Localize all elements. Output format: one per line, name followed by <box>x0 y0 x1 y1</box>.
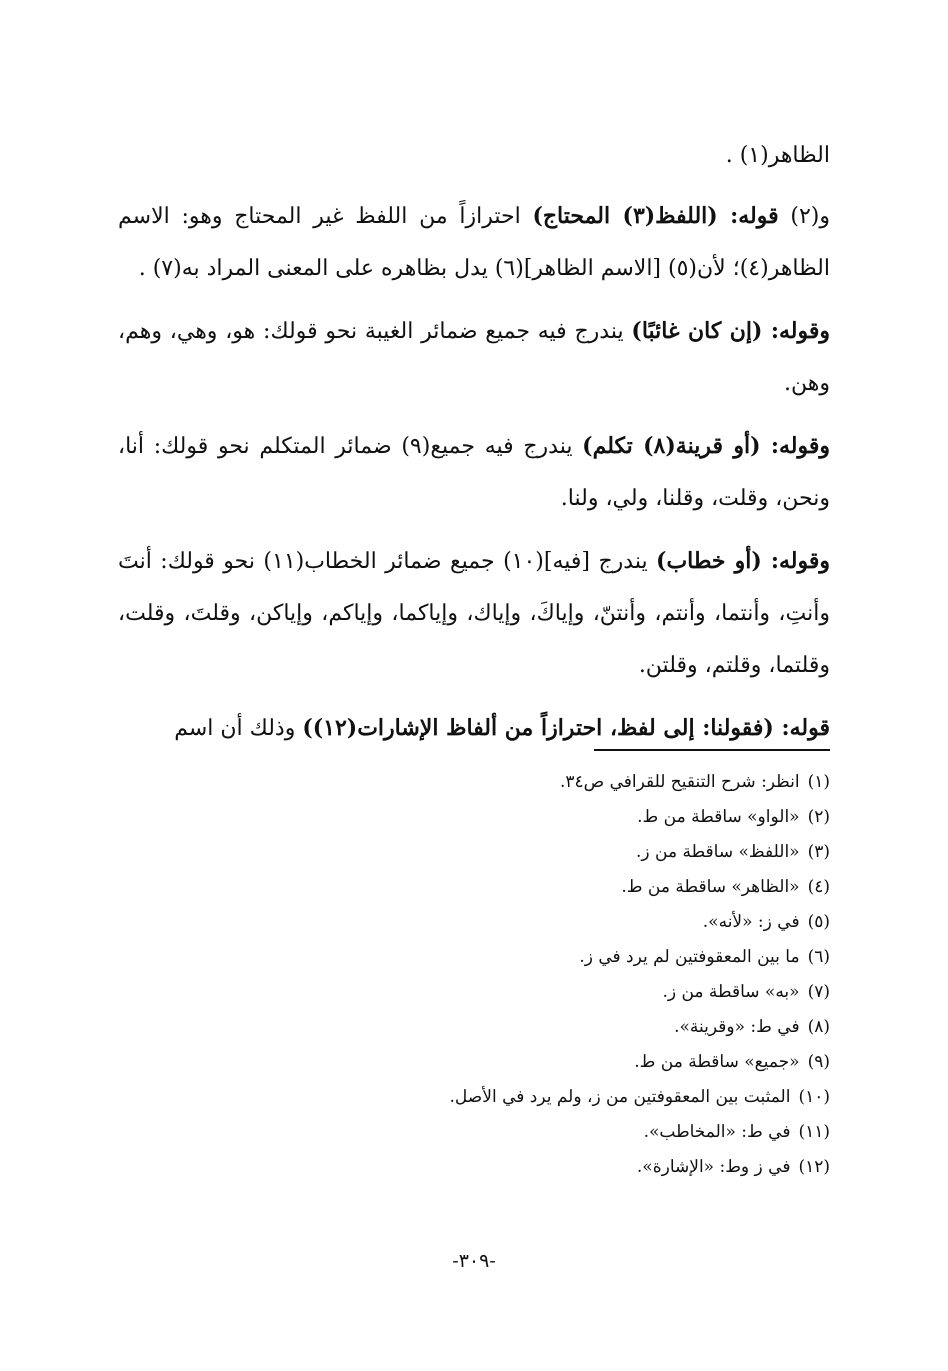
footnote-text: «به» ساقطة من ز. <box>662 982 800 1002</box>
footnote-item <box>250 1115 830 1150</box>
footnote-text: «الظاهر» ساقطة من ط. <box>621 877 800 897</box>
footnote-text: ما بين المعقوفتين لم يرد في ز. <box>579 947 800 967</box>
paragraph-5 <box>118 702 830 755</box>
footnote-number: (٩) <box>807 1052 830 1072</box>
footnote-number: (١٠) <box>798 1087 830 1107</box>
footnote-item <box>250 975 830 1010</box>
paragraph-3 <box>118 420 830 525</box>
paragraph-prefix: و(٢) <box>778 204 830 229</box>
footnote-text: المثبت بين المعقوفتين من ز، ولم يرد في الأصل. <box>449 1087 791 1107</box>
footnote-separator <box>594 749 830 751</box>
paragraph-2 <box>118 305 830 410</box>
footnote-number: (٢) <box>807 807 830 827</box>
footnote-text: في ط: «المخاطب». <box>643 1122 791 1142</box>
paragraph-quote: (اللفظ(٣) المحتاج) <box>532 203 731 229</box>
footnote-text: «اللفظ» ساقطة من ز. <box>636 842 800 862</box>
footnote-item <box>250 905 830 940</box>
footnote-text: في ز: «لأنه». <box>702 912 800 932</box>
footnote-number: (٤) <box>807 877 830 897</box>
footnote-item <box>250 1010 830 1045</box>
footnote-number: (٧) <box>807 982 830 1002</box>
footnote-item <box>250 800 830 835</box>
main-text <box>118 130 830 765</box>
footnote-item <box>250 835 830 870</box>
footnote-number: (١١) <box>798 1122 830 1142</box>
footnote-text: انظر: شرح التنقيح للقرافي ص٣٤. <box>559 772 800 792</box>
footnote-text: «الواو» ساقطة من ط. <box>637 807 800 827</box>
footnote-text: في ط: «وقرينة». <box>674 1017 800 1037</box>
paragraph-4 <box>118 535 830 692</box>
footnote-number: (١٢) <box>798 1157 830 1177</box>
paragraph-quote: (أو خطاب) <box>656 548 771 574</box>
paragraph-quote: (فقولنا: إلى لفظ، احترازاً من ألفاظ الإشارات(١٢)) <box>302 715 782 741</box>
footnote-item <box>250 870 830 905</box>
footnote-item <box>250 1045 830 1080</box>
footnote-number: (٨) <box>807 1017 830 1037</box>
paragraph-text: يندرج فيه جميع ضمائر الغيبة نحو قولك: هو، وهي، وهم، وهن. <box>118 319 830 396</box>
footnote-text: في ز وط: «الإشارة». <box>636 1157 791 1177</box>
footnotes-list <box>250 765 830 1185</box>
paragraph-quote: (أو قرينة(٨) تكلم) <box>582 433 771 459</box>
paragraph-label: قوله: <box>781 715 830 741</box>
paragraph-text: احترازاً من اللفظ غير المحتاج وهو: الاسم الظاهر(٤)؛ لأن(٥) [الاسم الظاهر](٦) يدل بظاهره على المعنى المراد به(٧) . <box>118 204 830 281</box>
paragraph-text: الظاهر(١) . <box>725 143 830 168</box>
footnote-item <box>250 765 830 800</box>
paragraph-quote: (إن كان غائبًا) <box>631 318 771 344</box>
paragraph-1 <box>118 190 830 295</box>
paragraph-text: وذلك أن اسم <box>174 716 303 741</box>
footnote-number: (٦) <box>807 947 830 967</box>
paragraph-text: يندرج فيه جميع(٩) ضمائر المتكلم نحو قولك: أنا، ونحن، وقلت، وقلنا، ولي، ولنا. <box>118 434 830 511</box>
footnote-number: (٥) <box>807 912 830 932</box>
footnote-item <box>250 1080 830 1115</box>
paragraph-text: يندرج [فيه](١٠) جميع ضمائر الخطاب(١١) نحو قولك: أنتَ وأنتِ، وأنتما، وأنتم، وأنتنّ، وإياكَ، وإياك، وإياكما، وإياكم، وإياكن، وقلتَ، وقلت، وقلتما، وقلتم، وقلتن. <box>118 549 830 678</box>
footnote-number: (١) <box>807 772 830 792</box>
paragraph-label: وقوله: <box>770 548 830 574</box>
paragraph-label: وقوله: <box>770 433 830 459</box>
page-number: -٣٠٩- <box>452 1250 496 1272</box>
paragraph-0 <box>118 130 830 182</box>
footnote-item <box>250 940 830 975</box>
paragraph-label: وقوله: <box>770 318 830 344</box>
footnote-item <box>250 1150 830 1185</box>
footnote-number: (٣) <box>807 842 830 862</box>
paragraph-label: قوله: <box>730 203 779 229</box>
footnote-text: «جميع» ساقطة من ط. <box>634 1052 800 1072</box>
